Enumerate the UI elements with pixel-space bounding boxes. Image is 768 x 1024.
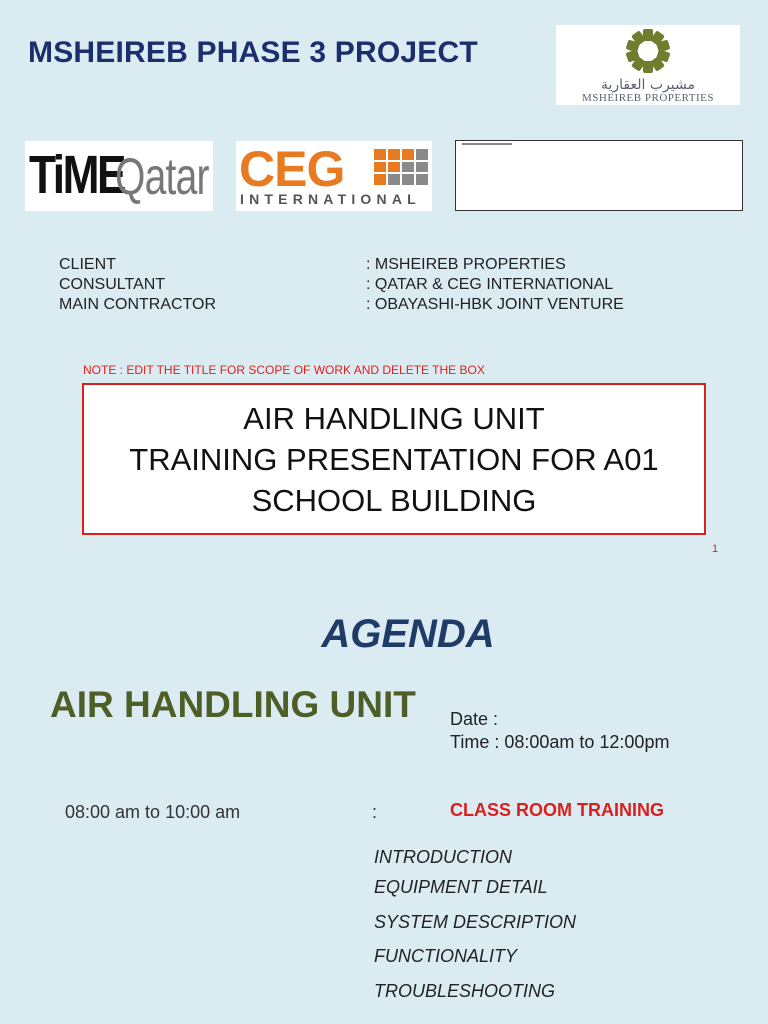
presentation-title-box <box>82 383 706 535</box>
title-line-1: AIR HANDLING UNIT <box>243 400 545 436</box>
topic-introduction: INTRODUCTION <box>374 847 512 867</box>
edit-note: NOTE : EDIT THE TITLE FOR SCOPE OF WORK AND DELETE THE BOX <box>83 363 485 377</box>
title-line-2: TRAINING PRESENTATION FOR A01 <box>129 441 659 477</box>
international-text: INTERNATIONAL <box>240 191 421 207</box>
qatar-text: Qatar <box>115 148 209 206</box>
topic-functionality: FUNCTIONALITY <box>374 946 518 966</box>
title-line-3: SCHOOL BUILDING <box>251 482 537 518</box>
session-time: 08:00 am to 10:00 am <box>65 802 241 822</box>
msheireb-properties-logo <box>556 25 740 105</box>
session-title: CLASS ROOM TRAINING <box>450 800 664 820</box>
page-number: 1 <box>712 543 719 555</box>
info-value-main-contractor: : OBAYASHI-HBK JOINT VENTURE <box>366 296 624 313</box>
agenda-subject: AIR HANDLING UNIT <box>50 684 416 725</box>
time-qatar-logo <box>25 141 213 211</box>
info-label-consultant: CONSULTANT <box>59 276 166 293</box>
session-separator: : <box>372 802 378 822</box>
project-title: MSHEIREB PHASE 3 PROJECT <box>28 36 478 69</box>
topic-troubleshooting: TROUBLESHOOTING <box>374 981 556 1001</box>
info-value-client: : MSHEIREB PROPERTIES <box>366 256 566 273</box>
msheireb-english-text: MSHEIREB PROPERTIES <box>582 92 714 104</box>
topic-system-description: SYSTEM DESCRIPTION <box>374 912 577 932</box>
info-value-consultant: : QATAR & CEG INTERNATIONAL <box>366 276 614 293</box>
info-label-main-contractor: MAIN CONTRACTOR <box>59 296 217 313</box>
date-label: Date : <box>450 709 499 729</box>
time-label: Time : 08:00am to 12:00pm <box>450 732 670 752</box>
ceg-grid-icon <box>374 149 428 185</box>
info-label-client: CLIENT <box>59 256 116 273</box>
ceg-text: CEG <box>239 141 345 197</box>
ceg-international-logo <box>236 141 432 211</box>
msheireb-arabic-text: مشيرب العقارية <box>601 77 695 93</box>
topic-equipment-detail: EQUIPMENT DETAIL <box>374 877 548 897</box>
time-text: TiME <box>29 145 125 205</box>
msheireb-emblem-icon <box>556 25 740 81</box>
placeholder-mark <box>462 143 512 145</box>
agenda-heading: AGENDA <box>321 612 495 656</box>
placeholder-box <box>455 140 743 211</box>
